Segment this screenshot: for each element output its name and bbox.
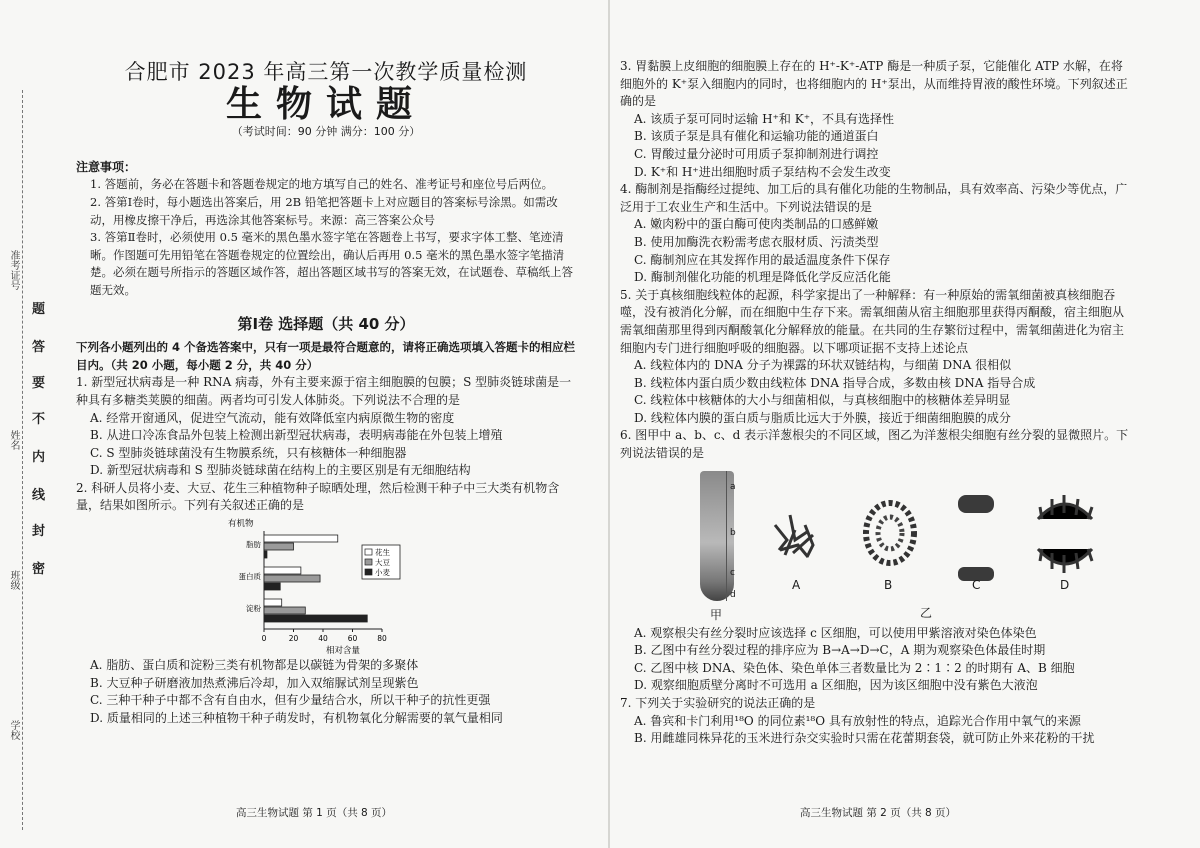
question-6-option-b: B. 乙图中有丝分裂过程的排序应为 B→A→D→C，A 期为观察染色体最佳时期 (634, 643, 1046, 658)
chart-category-label: 蛋白质 (238, 572, 261, 582)
chart-x-tick-label: 60 (347, 634, 358, 644)
binding-word: 密 (32, 562, 46, 577)
subject-title: 生物试题 (225, 83, 426, 125)
question-2-option-d: D. 质量相同的上述三种植物干种子萌发时，有机物氧化分解需要的氧气量相同 (90, 710, 503, 725)
question-1-option-b: B. 从进口冷冻食品外包装上检测出新型冠状病毒，表明病毒能在外包装上增殖 (90, 428, 503, 443)
figure-jia-label: 甲 (710, 607, 723, 622)
mitosis-cell-d (1030, 489, 1100, 589)
question-2-option-b: B. 大豆种子研磨液加热煮沸后冷却，加入双缩脲试剂呈现紫色 (90, 675, 419, 690)
question-4-stem: 4. 酶制剂是指酶经过提纯、加工后的具有催化功能的生物制品，具有效率高、污染少等优点，广泛用于工农业生产和生活中。下列说法错误的是 (620, 182, 1128, 214)
root-tip-illustration (700, 471, 734, 601)
chart-legend-swatch (365, 549, 372, 555)
chart-legend-label: 大豆 (375, 558, 390, 568)
question-5-option-d: D. 线粒体内膜的蛋白质与脂质比远大于外膜，接近于细菌细胞膜的成分 (634, 410, 1011, 425)
cell-label-c: C (972, 577, 981, 592)
root-tip-figure (620, 465, 1132, 625)
question-4-option-d: D. 酶制剂催化功能的机理是降低化学反应活化能 (634, 270, 891, 285)
question-1-option-a: A. 经常开窗通风，促进空气流动，能有效降低室内病原微生物的密度 (90, 410, 455, 425)
question-7-option-a: A. 鲁宾和卡门利用¹⁸O 的同位素¹⁸O 具有放射性的特点，追踪光合作用中氧气的来源 (634, 713, 1081, 728)
question-2-option-c: C. 三种干种子中都不含有自由水，但有少量结合水，所以干种子的抗性更强 (90, 693, 491, 708)
chart-category-label: 淀粉 (246, 604, 261, 614)
root-region-axis (726, 471, 727, 601)
binding-strip (0, 0, 62, 848)
chart-legend-swatch (365, 569, 372, 575)
right-page-footer: 高三生物试题 第 2 页（共 8 页） (800, 807, 957, 819)
binding-word: 内 (32, 450, 46, 465)
question-3-stem: 3. 胃黏膜上皮细胞的细胞膜上存在的 H⁺-K⁺-ATP 酶是一种质子泵，它能催化 ATP 水解，在将细胞外的 K⁺泵入细胞内的同时，也将细胞内的 H⁺泵出，从而维持胃液的酸性环境。下列叙述正确的是 (620, 59, 1128, 109)
chart-legend-label: 小麦 (375, 568, 390, 578)
chart-x-tick-label: 40 (318, 634, 328, 644)
organic-matter-chart (76, 517, 576, 657)
question-6-option-c: C. 乙图中核 DNA、染色体、染色单体三者数量比为 2∶1∶2 的时期有 A、B 细胞 (634, 660, 1075, 675)
notice-list (76, 176, 576, 299)
question-1-option-d: D. 新型冠状病毒和 S 型肺炎链球菌在结构上的主要区别是有无细胞结构 (90, 463, 471, 478)
chart-category-label: 脂肪 (246, 540, 261, 550)
binding-word: 答 (32, 340, 46, 355)
time-info: （考试时间：90 分钟 满分：100 分） (231, 125, 421, 139)
question-5-option-a: A. 线粒体内的 DNA 分子为裸露的环状双链结构，与细菌 DNA 很相似 (634, 358, 1012, 373)
binding-word: 题 (32, 302, 46, 317)
question-5-option-b: B. 线粒体内蛋白质少数由线粒体 DNA 指导合成，多数由核 DNA 指导合成 (634, 375, 1036, 390)
chart-bar (264, 543, 294, 550)
binding-word: 线 (32, 488, 46, 503)
binding-label-name: 姓名 (8, 430, 19, 450)
question-4-option-b: B. 使用加酶洗衣粉需考虑衣服材质、污渍类型 (634, 234, 879, 249)
notice-title: 注意事项： (76, 159, 137, 174)
question-1-stem: 1. 新型冠状病毒是一种 RNA 病毒，外有主要来源于宿主细胞膜的包膜；S 型肺炎链球菌是一种具有多糖类荚膜的细菌。两者均可引发人体肺炎。下列说法不合理的是 (76, 375, 572, 407)
bar-chart-svg (226, 517, 426, 655)
chart-x-tick-label: 0 (261, 634, 267, 644)
cell-label-a: A (792, 577, 801, 592)
chart-x-tick-label: 20 (288, 634, 299, 644)
question-5-stem: 5. 关于真核细胞线粒体的起源，科学家提出了一种解释：有一种原始的需氧细菌被真核细胞吞噬，没有被消化分解，而在细胞中生存下来。需氧细菌从宿主细胞那里获得丙酮酸，宿主细胞从需氧细菌那里得到丙酮酸氧化分解释放的能量。在共同的生存繁衍过程中，需氧细菌进化为宿主细胞内专门进行细胞呼吸的细胞器。以下哪项证据不支持上述论点 (620, 287, 1125, 355)
question-3-option-c: C. 胃酸过量分泌时可用质子泵抑制剂进行调控 (634, 146, 879, 161)
figure-yi-label: 乙 (920, 605, 933, 620)
region-label-d: d (730, 589, 736, 600)
question-6-option-d: D. 观察细胞质壁分离时不可选用 a 区细胞，因为该区细胞中没有紫色大液泡 (634, 678, 1038, 693)
left-page-footer: 高三生物试题 第 1 页（共 8 页） (236, 807, 393, 819)
cell-label-d: D (1060, 577, 1070, 592)
question-5-option-c: C. 线粒体中核糖体的大小与细菌相似，与真核细胞中的核糖体差异明显 (634, 393, 1011, 408)
chart-bar (264, 615, 367, 622)
question-6-option-a: A. 观察根尖有丝分裂时应该选择 c 区细胞，可以使用甲紫溶液对染色体染色 (634, 625, 1037, 640)
binding-word: 要 (32, 376, 46, 391)
binding-line (22, 90, 24, 830)
chart-bar (264, 607, 305, 614)
mitosis-cell-b (860, 495, 920, 575)
chart-bar (264, 575, 320, 582)
chart-bar (264, 599, 282, 606)
question-2-option-a: A. 脂肪、蛋白质和淀粉三类有机物都是以碳链为骨架的多聚体 (90, 658, 419, 673)
notice-item: 1. 答题前，务必在答题卡和答题卷规定的地方填写自己的姓名、准考证号和座位号后两位。 (90, 177, 554, 192)
question-1-option-c: C. S 型肺炎链球菌没有生物膜系统，只有核糖体一种细胞器 (90, 445, 407, 460)
question-4-option-a: A. 嫩肉粉中的蛋白酶可使肉类制品的口感鲜嫩 (634, 217, 879, 232)
page-fold (608, 0, 610, 848)
question-7-option-b: B. 用雌雄同株异花的玉米进行杂交实验时只需在花蕾期套袋，就可防止外来花粉的干扰 (634, 731, 1095, 746)
question-7-stem: 7. 下列关于实验研究的说法正确的是 (620, 696, 816, 711)
chart-title: 有机物 (228, 519, 254, 530)
notice-item: 2. 答第Ⅰ卷时，每小题选出答案后，用 2B 铅笔把答题卡上对应题目的答案标号涂黑。如需改动，用橡皮擦干净后，再选涂其他答案标号。来源：高三答案公众号 (90, 194, 558, 227)
region-label-c: c (730, 567, 735, 578)
left-page (76, 0, 576, 727)
chart-x-tick-label: 80 (377, 634, 387, 644)
binding-word: 不 (32, 412, 46, 427)
notice-item: 3. 答第Ⅱ卷时，必须使用 0.5 毫米的黑色墨水签字笔在答题卷上书写，要求字体工整、笔迹清晰。作图题可先用铅笔在答题卷规定的位置绘出，确认后再用 0.5 毫米的黑色墨水签字笔描清楚。必须在题号所指示的答题区域作答，超出答题区域书写的答案无效，在试题卷、草稿纸上答题无效。 (90, 230, 573, 297)
chart-bar (264, 551, 267, 558)
chart-legend-swatch (365, 559, 372, 565)
chart-bar (264, 583, 280, 590)
question-4-option-c: C. 酶制剂应在其发挥作用的最适温度条件下保存 (634, 252, 891, 267)
binding-label-exam-id: 准考证号 (8, 250, 19, 290)
question-6-stem: 6. 图甲中 a、b、c、d 表示洋葱根尖的不同区域，图乙为洋葱根尖细胞有丝分裂的显微照片。下列说法错误的是 (620, 428, 1129, 461)
question-3-option-b: B. 该质子泵是具有催化和运输功能的通道蛋白 (634, 129, 879, 144)
question-2-stem: 2. 科研人员将小麦、大豆、花生三种植物种子晾晒处理，然后检测干种子中三大类有机物含量，结果如图所示。下列有关叙述正确的是 (76, 480, 560, 513)
mitosis-cell-c (952, 489, 1002, 589)
region-label-a: a (730, 481, 736, 492)
binding-label-school: 学校 (8, 720, 19, 740)
section-intro: 下列各小题列出的 4 个备选答案中，只有一项是最符合题意的，请将正确选项填入答题卡的相应栏目内。（共 20 小题，每小题 2 分，共 40 分） (76, 340, 576, 372)
binding-label-class: 班级 (8, 570, 19, 590)
mitosis-cell-a (765, 495, 825, 575)
region-label-b: b (730, 527, 736, 538)
exam-title: 合肥市 2023 年高三第一次教学质量检测 (124, 60, 528, 84)
question-3-option-a: A. 该质子泵可同时运输 H⁺和 K⁺，不具有选择性 (634, 111, 895, 126)
chart-x-label: 相对含量 (325, 646, 361, 656)
cell-label-b: B (884, 577, 893, 592)
section-heading: 第Ⅰ卷 选择题（共 40 分） (237, 314, 415, 333)
question-3-option-d: D. K⁺和 H⁺进出细胞时质子泵结构不会发生改变 (634, 164, 891, 179)
chart-bar (264, 535, 338, 542)
chart-bar (264, 567, 301, 574)
chart-legend-label: 花生 (375, 548, 390, 558)
binding-word: 封 (32, 524, 46, 539)
right-page (620, 58, 1132, 748)
